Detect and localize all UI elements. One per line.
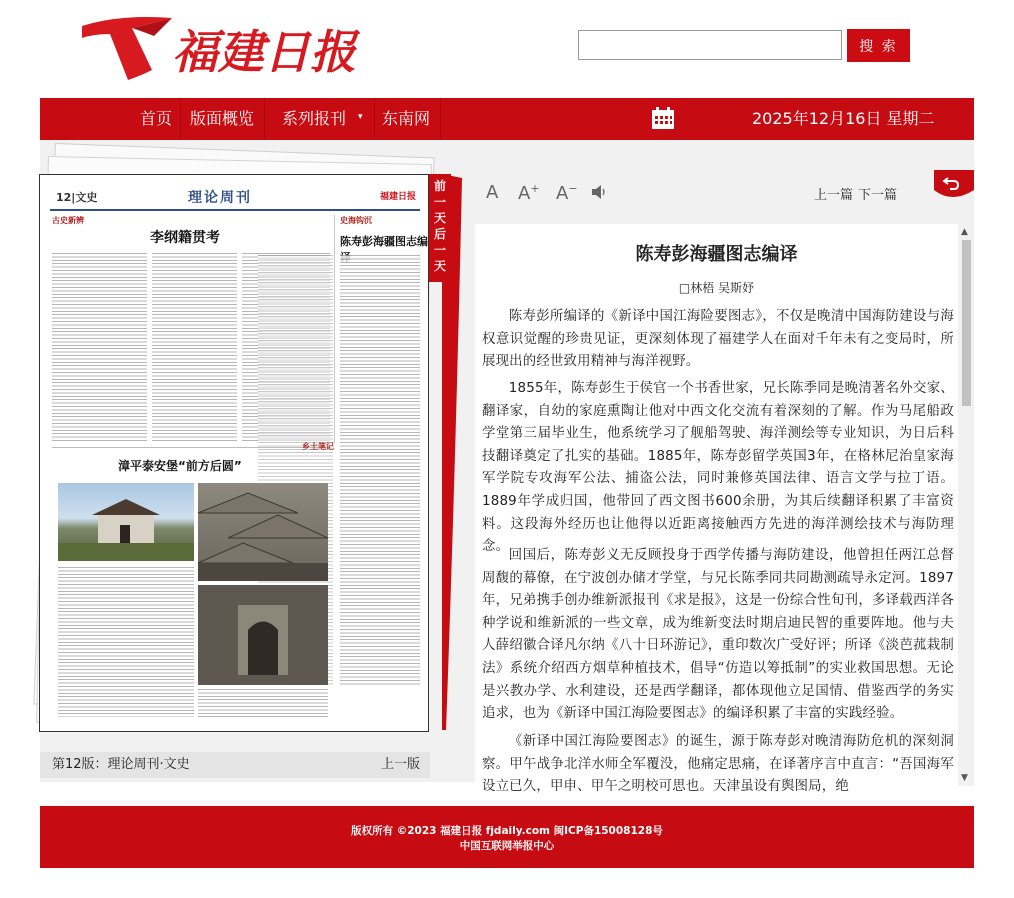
column-label: 乡土笔记: [302, 442, 334, 451]
search-input[interactable]: [578, 30, 842, 60]
photo-courtyard-door[interactable]: [198, 585, 328, 685]
prev-page-link[interactable]: 上一版: [380, 757, 420, 772]
text-block[interactable]: [152, 253, 237, 443]
nav-divider: [374, 98, 375, 140]
font-decrease-label: A: [556, 183, 569, 204]
text-block[interactable]: [340, 255, 420, 685]
page-number: 12|文史: [56, 191, 98, 204]
column-divider: [334, 215, 335, 443]
font-increase-label: A: [518, 183, 531, 204]
article-paragraph: 《新译中国江海险要图志》的诞生，源于陈寿彭对晚清海防危机的深刻洞察。甲午战争北洋水师全军覆没，他痛定思痛，在译著序言中直言：“吾国海军设立已久，甲申、甲午之明校可思也。天津虽设有舆图局，绝: [482, 734, 954, 795]
photo-village[interactable]: [58, 483, 194, 561]
next-article-link[interactable]: 下一篇: [858, 188, 898, 203]
text-block[interactable]: [58, 567, 194, 717]
scroll-thumb[interactable]: [962, 240, 971, 406]
prev-next-day-tab[interactable]: 前一天后一天: [429, 174, 451, 282]
minus-icon: −: [568, 182, 578, 195]
plus-icon: +: [530, 182, 540, 195]
nav-series-publications[interactable]: 系列报刊: [282, 109, 347, 128]
calendar-icon[interactable]: [651, 106, 675, 130]
site-footer: [40, 806, 974, 868]
section-title: 理论周刊: [188, 190, 252, 206]
article-author: □林梧 吴斯妤: [678, 281, 755, 295]
article-link-zhangping[interactable]: 漳平泰安堡“前方后圆”: [118, 459, 242, 473]
fujian-daily-logo[interactable]: [80, 12, 356, 84]
page-caption-bar: [40, 752, 430, 778]
font-increase-button[interactable]: [518, 182, 540, 204]
article-title: 陈寿彭海疆图志编译: [635, 244, 798, 265]
text-block[interactable]: [52, 253, 147, 443]
back-icon[interactable]: [930, 170, 974, 200]
prev-article-link[interactable]: 上一篇: [814, 188, 854, 203]
brand-mark: 福建日报: [379, 192, 416, 202]
newspaper-page-thumbnail[interactable]: [39, 174, 429, 732]
article-scrollbar[interactable]: [958, 224, 974, 786]
search-button[interactable]: 搜 索: [847, 29, 910, 62]
font-decrease-button[interactable]: [556, 182, 578, 204]
section-divider: [52, 447, 330, 448]
nav-dongnan-net[interactable]: 东南网: [382, 109, 431, 128]
article-paragraph: 1855年，陈寿彭生于侯官一个书香世家，兄长陈季同是晚清著名外交家、翻译家，自幼的家庭熏陶让他对中西文化交流有着深刻的了解。作为马尾船政学堂第三届毕业生，他系统学习了舰船驾驶、海洋测绘等专业知识，为日后科技翻译奠定了扎实的基础。1885年，陈寿彭留学英国3年，在格林尼治皇家海军学院专攻海军公法、捕盗公法，同时兼修英国法律、语言文学与拉丁语。1889年学成归国，他带回了西文图书600余册，为其后续翻译积累了丰富资料。这段海外经历也让他得以近距离接触西方先进的海洋测绘技术与海防理念。: [482, 381, 954, 555]
page-masthead: [50, 185, 420, 211]
scroll-up-icon[interactable]: ▲: [961, 227, 968, 237]
article-paragraph: 回国后，陈寿彭义无反顾投身于西学传播与海防建设，他曾担任两江总督周馥的幕僚，在宁波创办储才学堂，与兄长陈季同共同勘测疏导永定河。1897年，兄弟携手创办维新派报刊《求是报》，这是一份综合性旬刊，多译载西洋各种学说和维新派的一些文章，成为维新变法时期启迪民智的重要阵地。他与夫人薛绍徽合译凡尔纳《八十日环游记》，重印数次广受好评；所译《淡芭菰栽制法》系统介绍西方烟草种植技术，倡导“仿造以筹抵制”的实业救国思想。无论是兴教办学、水利建设，还是西学翻译，都体现他立足国情、借鉴西学的务实追求，也为《新译中国江海险要图志》的编译积累了丰富的实践经验。: [482, 548, 954, 722]
article-link-chen-shoupeng[interactable]: 陈寿彭海疆图志编: [340, 235, 428, 248]
chevron-down-icon[interactable]: ▾: [358, 112, 363, 122]
page-label: 第12版：理论周刊·文史: [52, 757, 190, 772]
speaker-icon[interactable]: [590, 183, 608, 201]
text-block[interactable]: [198, 689, 328, 719]
current-date: 2025年12月16日 星期二: [752, 109, 935, 128]
font-normal-button[interactable]: A: [486, 182, 499, 203]
photo-rooftops[interactable]: [198, 483, 328, 581]
scroll-down-icon[interactable]: ▼: [961, 773, 968, 783]
logo-wordmark: 福建日报: [172, 25, 356, 79]
copyright-text: 版权所有 ©2023 福建日报 fjdaily.com 闽ICP备15008128号: [351, 825, 663, 837]
nav-divider: [264, 98, 265, 140]
nav-page-overview[interactable]: 版面概览: [190, 109, 255, 128]
report-center-link[interactable]: 中国互联网举报中心: [459, 840, 555, 852]
article-paragraph: 陈寿彭所编译的《新译中国江海险要图志》，不仅是晚清中国海防建设与海权意识觉醒的珍贵见证，更深刻体现了福建学人在面对千年未有之变局时，所展现出的经世致用精神与海洋视野。: [482, 309, 954, 370]
nav-divider: [180, 98, 181, 140]
article-link-li-gang[interactable]: 李纲籍贯考: [150, 230, 220, 246]
article-body: [475, 224, 958, 795]
nav-home[interactable]: 首页: [140, 109, 173, 128]
column-label: 古史新辨: [52, 216, 84, 225]
column-label: 史海钩沉: [340, 216, 372, 225]
nav-divider: [440, 98, 441, 140]
